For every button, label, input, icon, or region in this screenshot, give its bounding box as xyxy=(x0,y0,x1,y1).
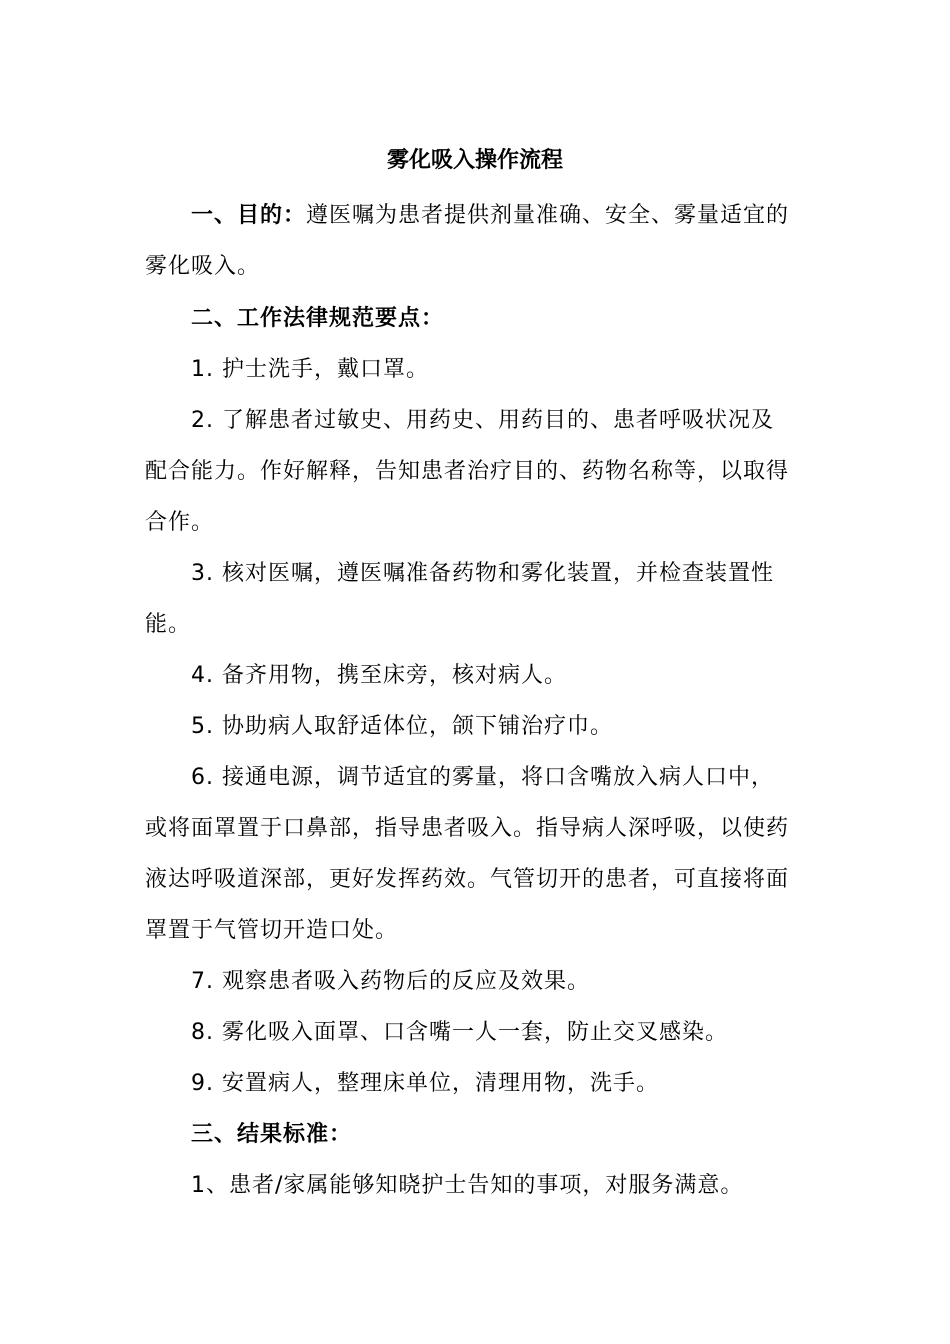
norms-item-3: 3. 核对医嘱，遵医嘱准备药物和雾化装置，并检查装置性能。 xyxy=(145,561,774,637)
norms-item-5: 5. 协助病人取舒适体位，颌下铺治疗巾。 xyxy=(191,714,613,739)
section-purpose-heading: 一、目的： xyxy=(191,203,307,228)
section-norms-heading: 二、工作法律规范要点： xyxy=(191,306,445,331)
section-results-heading: 三、结果标准： xyxy=(191,1122,353,1147)
norms-item-9: 9. 安置病人，整理床单位，清理用物，洗手。 xyxy=(191,1071,659,1096)
norms-item-7: 7. 观察患者吸入药物后的反应及效果。 xyxy=(191,969,590,994)
results-item-1: 1、患者/家属能够知晓护士告知的事项，对服务满意。 xyxy=(191,1173,744,1198)
norms-item-1: 1. 护士洗手，戴口罩。 xyxy=(191,357,429,382)
document-title: 雾化吸入操作流程 xyxy=(386,148,563,173)
section-purpose-text: 遵医嘱为患者提供剂量准确、安全、雾量适宜的雾化吸入。 xyxy=(145,203,790,279)
norms-item-6: 6. 接通电源，调节适宜的雾量，将口含嘴放入病人口中，或将面罩置于口鼻部，指导患者吸入。指导病人深呼吸，以使药液达呼吸道深部，更好发挥药效。气管切开的患者，可直接将面罩置于气管切开造口处。 xyxy=(145,765,790,943)
norms-item-4: 4. 备齐用物，携至床旁，核对病人。 xyxy=(191,663,567,688)
section-purpose xyxy=(145,190,795,292)
norms-item-2: 2. 了解患者过敏史、用药史、用药目的、患者呼吸状况及配合能力。作好解释，告知患者治疗目的、药物名称等，以取得合作。 xyxy=(145,408,790,535)
norms-item-8: 8. 雾化吸入面罩、口含嘴一人一套，防止交叉感染。 xyxy=(191,1020,728,1045)
